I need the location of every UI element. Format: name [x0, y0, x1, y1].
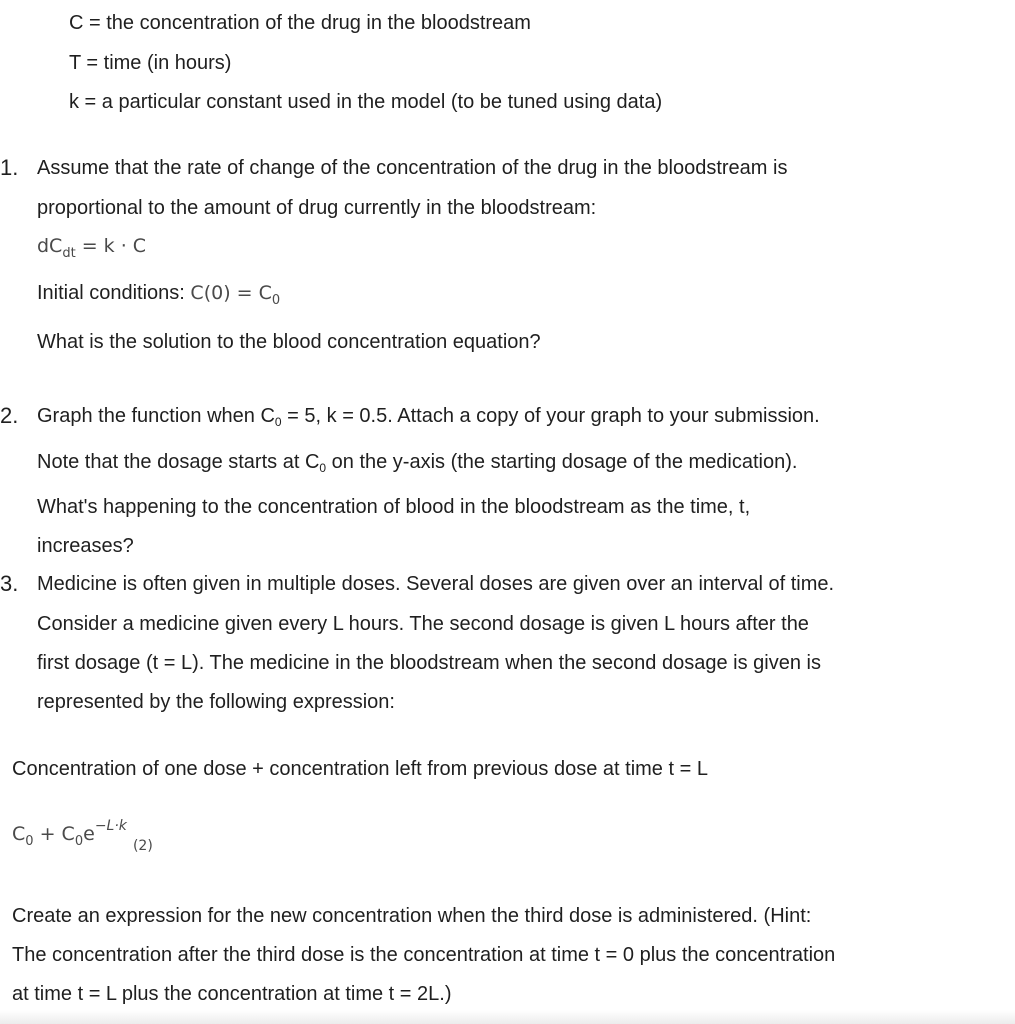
page-bottom-edge [0, 1010, 1015, 1024]
question-3-line-3: first dosage (t = L). The medicine in the bloodstream when the second dosage is given is [37, 652, 821, 674]
question-1-question: What is the solution to the blood concentration equation? [37, 331, 541, 353]
expr-plus: + C [33, 823, 75, 845]
question-3-line-4: represented by the following expression: [37, 691, 395, 713]
expr-sub2: 0 [74, 834, 84, 849]
definition-k: k = a particular constant used in the model (to be tuned using data) [69, 91, 663, 113]
concentration-text: Concentration of one dose + concentration left from previous dose at time t = L [12, 758, 708, 780]
question-2-line-2-b: on the y-axis (the starting dosage of the medication). [326, 451, 798, 473]
question-2-line-2-a: Note that the dosage starts at C [37, 451, 320, 473]
expr-e: e [83, 823, 95, 845]
question-2-line-1-sub: 0 [274, 415, 282, 429]
definition-c: C = the concentration of the drug in the bloodstream [69, 12, 531, 34]
question-2-number: 2. [0, 403, 19, 428]
question-2-line-1-b: = 5, k = 0.5. Attach a copy of your graph to your submission. [281, 405, 820, 427]
final-line-3: at time t = L plus the concentration at time t = 2L.) [12, 983, 452, 1005]
question-1-number: 1. [0, 155, 19, 180]
expr-exponent: −L·k [94, 818, 127, 834]
expr-sub1: 0 [25, 834, 34, 849]
concentration-expression [12, 818, 153, 854]
question-2-line-4: increases? [37, 535, 134, 557]
final-line-2: The concentration after the third dose is the concentration at time t = 0 plus the concentration [12, 944, 836, 966]
initial-conditions-sub: 0 [271, 293, 281, 308]
question-3-number: 3. [0, 571, 19, 596]
question-1-line-1: Assume that the rate of change of the concentration of the drug in the bloodstream is [37, 157, 788, 179]
question-2-line-1-a: Graph the function when C [37, 405, 275, 427]
initial-conditions-lhs: C(0) = C [190, 282, 272, 304]
question-2-line-2 [37, 450, 797, 476]
eq-dc: dC [37, 235, 63, 257]
eq-dt: dt [62, 246, 76, 261]
question-3-line-2: Consider a medicine given every L hours. The second dosage is given L hours after the [37, 613, 809, 635]
question-2-line-2-sub: 0 [319, 461, 327, 475]
differential-equation [37, 234, 146, 261]
initial-conditions [37, 281, 280, 308]
question-2-line-1 [37, 404, 820, 430]
expr-tag: (2) [132, 838, 153, 854]
expr-c1: C [12, 823, 26, 845]
question-1-line-2: proportional to the amount of drug currently in the bloodstream: [37, 197, 597, 219]
question-3-line-1: Medicine is often given in multiple doses. Several doses are given over an interval of time. [37, 573, 835, 595]
definition-t: T = time (in hours) [69, 52, 232, 74]
final-line-1: Create an expression for the new concentration when the third dose is administered. (Hint: [12, 905, 812, 927]
initial-conditions-label: Initial conditions: [37, 282, 191, 304]
eq-rhs: = k · C [75, 235, 147, 257]
question-2-line-3: What's happening to the concentration of blood in the bloodstream as the time, t, [37, 496, 751, 518]
